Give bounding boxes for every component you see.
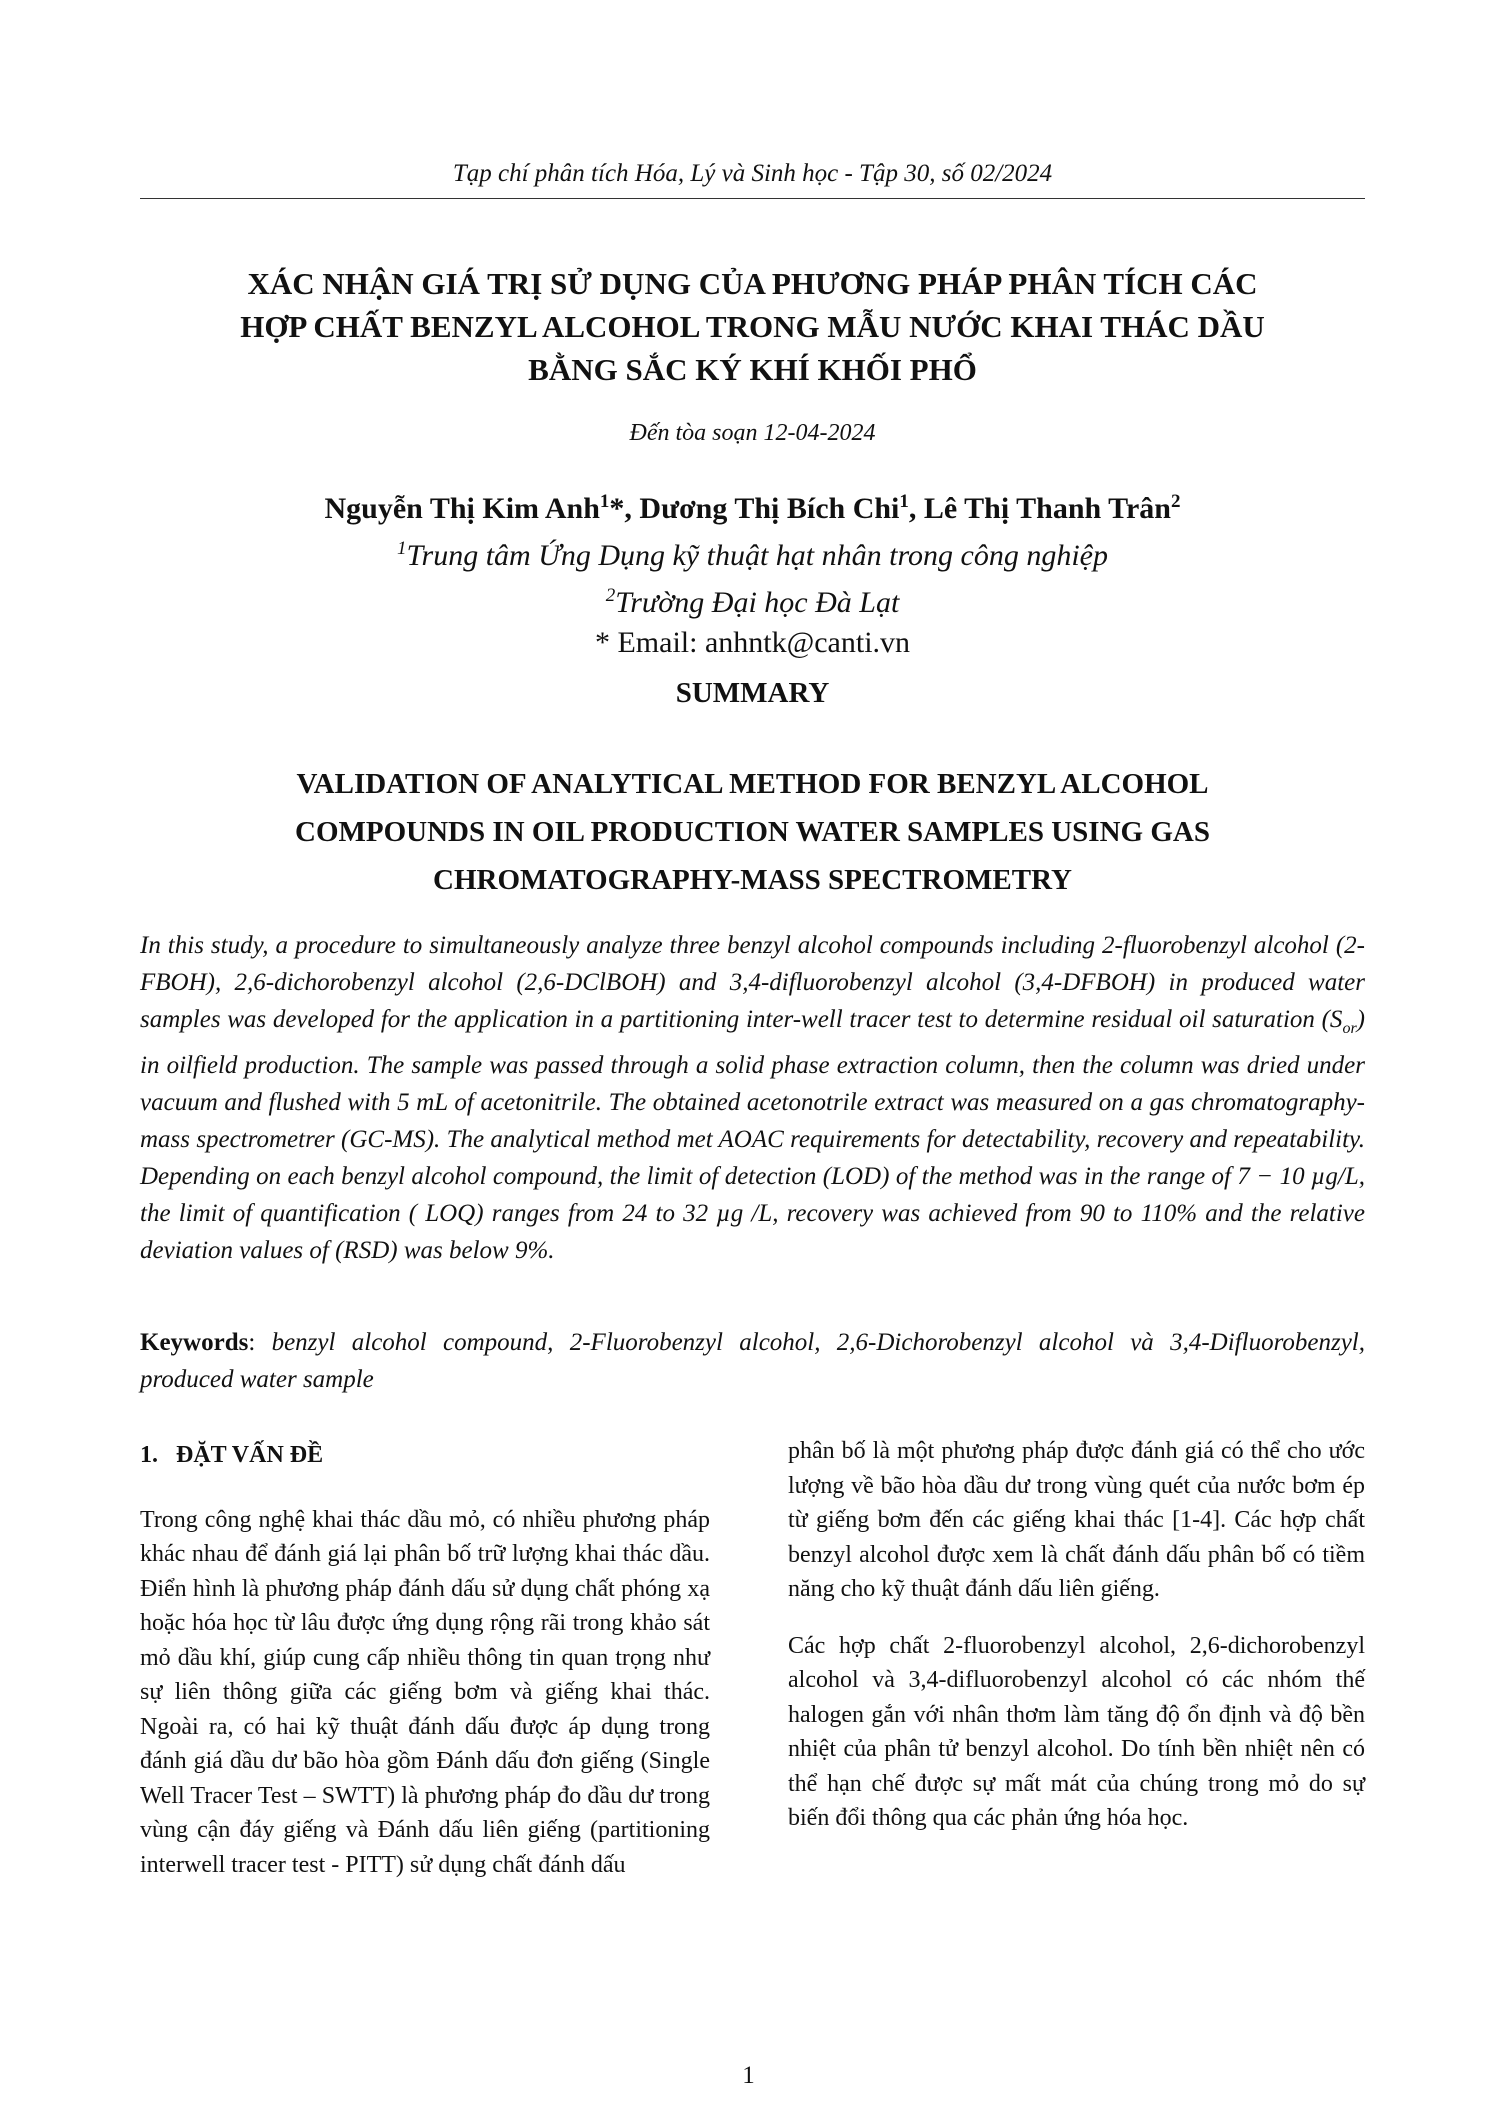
email-line: * Email: anhntk@canti.vn [594,626,911,659]
section-title: ĐẶT VẤN ĐỀ [176,1442,324,1468]
abstract-part-1: In this study, a procedure to simultaneously analyze three benzyl alcohol compounds including 2-fluorobenzyl alcohol (2-FBOH), 2,6-dichorobenzyl alcohol (2,6-DClBOH) and 3,4-difluorobenzyl alcohol (3,4-DFBOH) in produced water samples was developed for the application in a partitioning inter-well tracer test to determine residual oil saturation (S [140,932,1365,1033]
affiliation-2 [140,576,1365,623]
author-3: Lê Thị Thanh Trân [923,492,1171,525]
title-line-3: BẰNG SẮC KÝ KHÍ KHỐI PHỔ [528,352,977,387]
abstract-subscript: or [1342,1020,1357,1037]
page-number: 1 [742,2062,755,2089]
keywords-text: benzyl alcohol compound, 2-Fluorobenzyl alcohol, 2,6-Dichorobenzyl alcohol và 3,4-Difluorobenzyl, produced water sample [140,1329,1365,1393]
english-title-line-1: VALIDATION OF ANALYTICAL METHOD FOR BENZYL ALCOHOL [296,768,1209,800]
affiliation-1 [140,529,1365,576]
affiliation-1-sup: 1 [397,538,407,559]
affiliation-2-sup: 2 [605,585,616,606]
abstract-part-2: ) in oilfield production. The sample was passed through a solid phase extraction column, then the column was dried under vacuum and flushed with 5 mL of acetonitrile. The obtained acetonotrile extract was measured on a gas chromatography-mass spectrometrer (GC-MS). The analytical method met AOAC requirements for detectability, recovery and repeatability. Depending on each benzyl alcohol compound, the limit of detection (LOD) of the method was in the range of 7 − 10 µg/L, the limit of quantification ( LOQ) ranges from 24 to 32 µg /L, recovery was achieved from 90 to 110% and the relative deviation values of (RSD) was below 9%. [140,1006,1365,1264]
abstract [140,927,1365,1269]
author-separator: , [908,492,924,525]
author-3-sup: 2 [1170,491,1181,512]
section-heading [140,1438,710,1473]
title-line-1: XÁC NHẬN GIÁ TRỊ SỬ DỤNG CỦA PHƯƠNG PHÁP PHÂN TÍCH CÁC [247,266,1258,301]
paragraph-2: phân bố là một phương pháp được đánh giá có thể cho ước lượng về bão hòa dầu dư trong vùng quét của nước bơm ép từ giếng bơm đến các giếng khai thác [1-4]. Các hợp chất benzyl alcohol được xem là chất đánh dấu phân bố có tiềm năng cho kỹ thuật đánh dấu liên giếng. [788,1438,1365,1602]
summary-heading: SUMMARY [675,677,830,709]
affiliation-2-text: Trường Đại học Đà Lạt [615,586,900,619]
author-1: Nguyễn Thị Kim Anh [324,492,600,525]
keywords-colon: : [248,1329,272,1356]
author-2-sup: 1 [899,491,909,512]
author-names [140,482,1365,529]
keywords-label: Keywords [140,1329,249,1356]
paragraph-3: Các hợp chất 2-fluorobenzyl alcohol, 2,6-dichorobenzyl alcohol và 3,4-difluorobenzyl alcohol có các nhóm thế halogen gắn với nhân thơm làm tăng độ ổn định và độ bền nhiệt của phân tử benzyl alcohol. Do tính bền nhiệt nên có thể hạn chế được sự mất mát của chúng trong mỏ do sự biến đổi thông qua các phản ứng hóa học. [788,1632,1365,1831]
header-rule [140,198,1365,199]
journal-header: Tạp chí phân tích Hóa, Lý và Sinh học - Tập 30, số 02/2024 [452,160,1053,187]
paragraph-1: Trong công nghệ khai thác dầu mỏ, có nhiều phương pháp khác nhau để đánh giá lại phân bố trữ lượng khai thác dầu. Điển hình là phương pháp đánh dấu sử dụng chất phóng xạ hoặc hóa học từ lâu được ứng dụng rộng rãi trong khảo sát mỏ dầu khí, giúp cung cấp nhiều thông tin quan trọng như sự liên thông giữa các giếng bơm và giếng khai thác. Ngoài ra, có hai kỹ thuật đánh dấu được áp dụng trong đánh giá dầu dư bão hòa gồm Đánh dấu đơn giếng (Single Well Tracer Test – SWTT) là phương pháp đo dầu dư trong vùng cận đáy giếng và Đánh dấu liên giếng (partitioning interwell tracer test - PITT) sử dụng chất đánh dấu [140,1506,710,1878]
english-title [140,760,1365,904]
affiliation-1-text: Trung tâm Ứng Dụng kỹ thuật hạt nhân trong công nghiệp [406,539,1108,572]
keywords [140,1324,1365,1398]
title-line-2: HỢP CHẤT BENZYL ALCOHOL TRONG MẪU NƯỚC KHAI THÁC DẦU [240,309,1265,344]
author-2: Dương Thị Bích Chi [639,492,900,525]
english-title-line-3: CHROMATOGRAPHY-MASS SPECTROMETRY [433,864,1072,896]
author-1-mark: *, [609,492,640,525]
author-1-sup: 1 [599,491,610,512]
vietnamese-title [140,262,1365,391]
author-block [140,482,1365,663]
right-column [788,1434,1365,1836]
left-column [140,1438,710,1882]
received-date: Đến tòa soạn 12-04-2024 [629,420,876,446]
english-title-line-2: COMPOUNDS IN OIL PRODUCTION WATER SAMPLES USING GAS [295,816,1210,848]
section-number: 1. [140,1442,158,1468]
